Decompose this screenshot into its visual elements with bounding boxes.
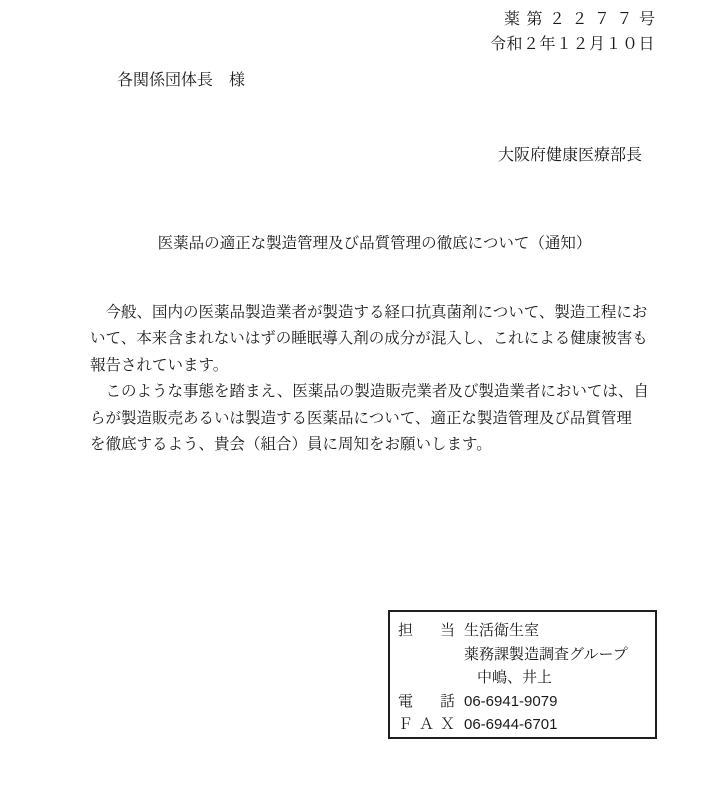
- body-line: を徹底するよう、貴会（組合）員に周知をお願いします。: [90, 436, 492, 454]
- contact-row-group: [398, 643, 655, 667]
- contact-label: 担 当: [398, 622, 455, 639]
- contact-department: 生活衛生室: [464, 622, 540, 639]
- document-body: [90, 300, 670, 458]
- body-line: らが製造販売あるいは製造する医薬品について、適正な製造管理及び品質管理: [90, 409, 632, 427]
- contact-group: 薬務課製造調査グループ: [464, 645, 628, 663]
- document-number: 薬第２２７７号: [503, 11, 662, 28]
- sender-line: 大阪府健康医療部長: [498, 147, 643, 164]
- contact-row-tantou: [398, 619, 655, 643]
- contact-fax-number: 06-6944-6701: [464, 716, 558, 734]
- contact-box: [388, 610, 657, 739]
- body-line: 報告されています。: [90, 356, 229, 374]
- contact-label: ＦＡＸ: [398, 716, 455, 734]
- body-line: いて、本来含まれないはずの睡眠導入剤の成分が混入し、これによる健康被害も: [90, 330, 648, 348]
- document-title: 医薬品の適正な製造管理及び品質管理の徹底について（通知）: [157, 235, 592, 252]
- contact-label: 電 話: [398, 692, 455, 710]
- document-date: 令和２年１２月１０日: [489, 36, 655, 53]
- contact-row-phone: [398, 690, 655, 714]
- contact-persons: 中嶋、井上: [477, 669, 553, 687]
- document-header-block: [489, 7, 662, 57]
- contact-row-persons: [398, 666, 655, 690]
- body-line: 今般、国内の医薬品製造業者が製造する経口抗真菌剤について、製造工程にお: [90, 304, 648, 321]
- contact-phone-number: 06-6941-9079: [464, 692, 558, 710]
- body-line: このような事態を踏まえ、医薬品の製造販売業者及び製造業者においては、自: [90, 383, 649, 401]
- contact-row-fax: [398, 713, 655, 737]
- addressee-line: 各関係団体長 様: [117, 72, 246, 89]
